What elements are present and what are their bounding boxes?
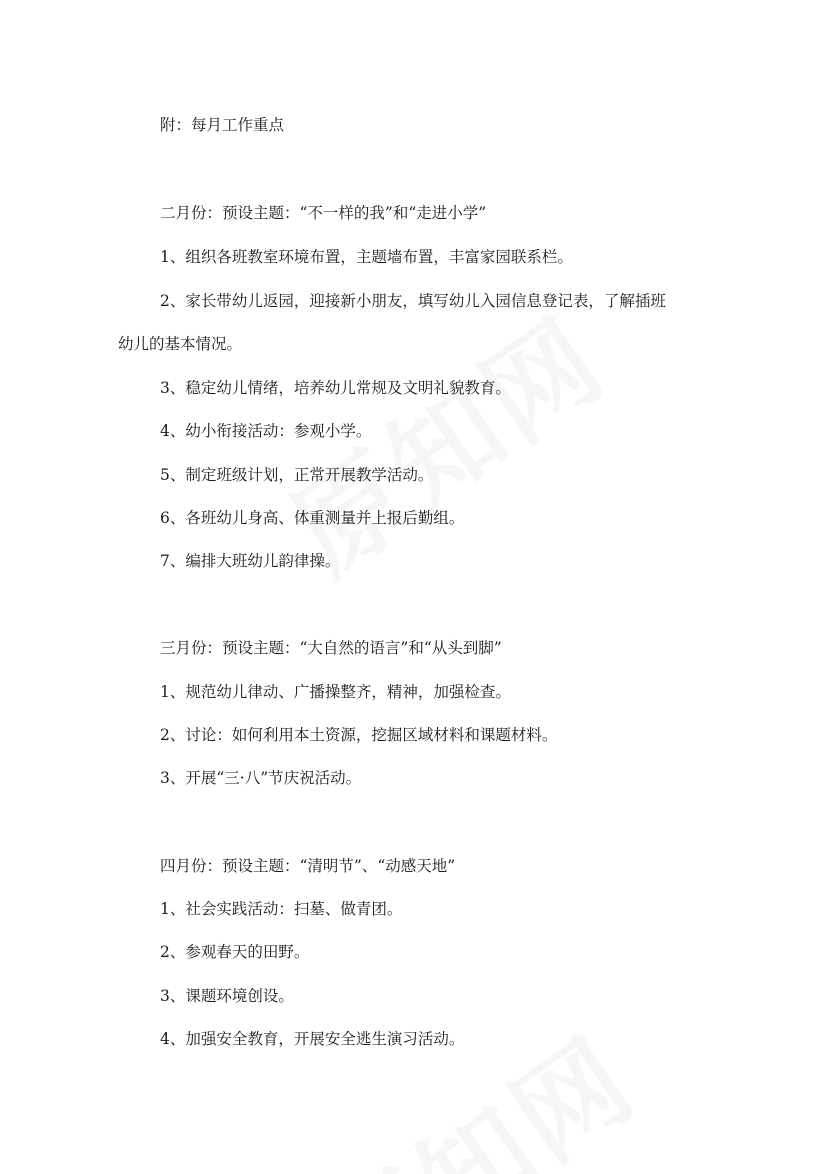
list-item: 2、家长带幼儿返园，迎接新小朋友，填写幼儿入园信息登记表，了解插班	[160, 292, 666, 310]
section-title-april: 四月份：预设主题：“清明节”、“动感天地”	[160, 857, 456, 875]
list-item-continuation: 幼儿的基本情况。	[118, 335, 243, 353]
list-item: 6、各班幼儿身高、体重测量并上报后勤组。	[160, 509, 465, 527]
list-item: 3、稳定幼儿情绪，培养幼儿常规及文明礼貌教育。	[160, 379, 511, 397]
list-item: 2、参观春天的田野。	[160, 943, 310, 961]
watermark	[286, 994, 662, 1174]
list-item: 4、幼小衔接活动：参观小学。	[160, 422, 372, 440]
list-item: 2、讨论：如何利用本土资源，挖掘区域材料和课题材料。	[160, 726, 558, 744]
section-title-february: 二月份：预设主题：“不一样的我”和“走进小学”	[160, 204, 487, 222]
list-item: 1、组织各班教室环境布置，主题墙布置，丰富家园联系栏。	[160, 248, 573, 266]
list-item: 3、课题环境创设。	[160, 987, 294, 1005]
list-item: 1、社会实践活动：扫墓、做青团。	[160, 900, 403, 918]
list-item: 7、编排大班幼儿韵律操。	[160, 552, 341, 570]
list-item: 5、制定班级计划，正常开展教学活动。	[160, 466, 434, 484]
document-heading: 附：每月工作重点	[160, 116, 285, 134]
section-title-march: 三月份：预设主题：“大自然的语言”和“从头到脚”	[160, 639, 502, 657]
list-item: 1、规范幼儿律动、广播操整齐，精神，加强检查。	[160, 683, 511, 701]
list-item: 3、开展“三·八”节庆祝活动。	[160, 769, 362, 787]
list-item: 4、加强安全教育，开展安全逃生演习活动。	[160, 1030, 465, 1048]
